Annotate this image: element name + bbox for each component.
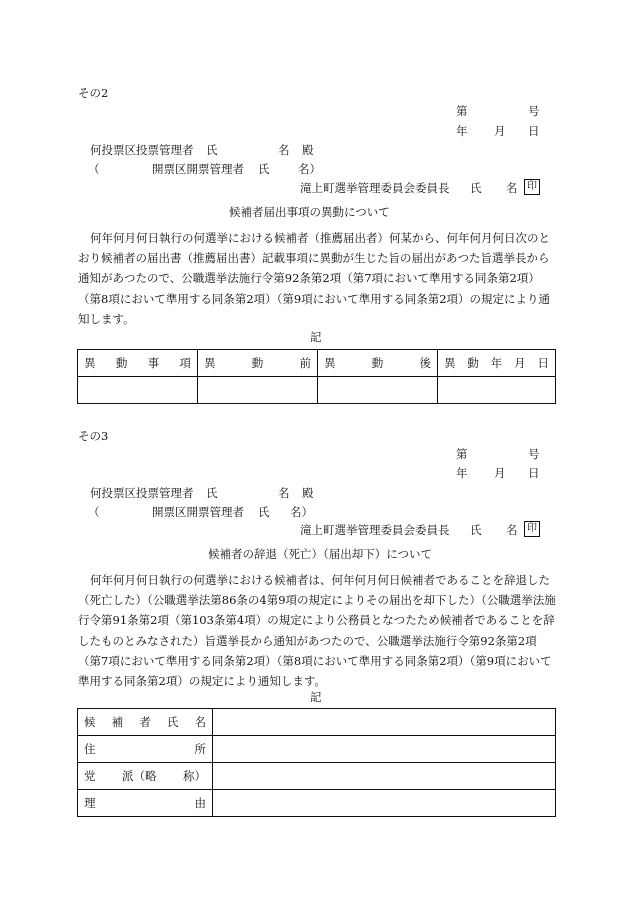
date-day: 日 — [528, 124, 540, 138]
header-after-change: 異 動 後 — [318, 350, 438, 377]
addressee-counting-manager: 開票区開票管理者 — [152, 162, 244, 176]
sender-shi: 氏 — [470, 523, 482, 537]
date-year: 年 — [456, 466, 468, 480]
addressee-mei-close: 名） — [298, 162, 321, 176]
addressee-mei: 名 — [278, 486, 290, 500]
section-heading: その3 — [78, 429, 109, 443]
body-text-content: 何年何月何日執行の何選挙における候補者（推薦届出者）何某から、何年何月何日次のとおり候補者の届出書（推薦届出書）記載事項に異動が生じた旨の届出があつた旨選挙長から通知があつたので、公職選挙法施行令第92条第2項（第7項において準用する同条第2項）（第8項において準用する同条第2項）（第9項において準用する同条第2項）の規定により通知します。 — [78, 231, 551, 326]
header-change-date: 異 動 年 月 日 — [438, 350, 556, 377]
body-text — [78, 570, 556, 691]
addressee-voting-manager: 何投票区投票管理者 — [90, 143, 194, 157]
table-row — [78, 709, 556, 736]
addressee-shi: 氏 — [206, 486, 218, 500]
addressee-mei: 名 — [278, 143, 290, 157]
table-row — [78, 763, 556, 790]
addressee-counting-manager: 開票区開票管理者 — [152, 505, 244, 519]
body-text-content: 何年何月何日執行の何選挙における候補者は、何年何月何日候補者であることを辞退した（死亡した）（公職選挙法第86条の4第9項の規定によりその届出を却下した）（公職選挙法施行令第91条第2項（第103条第4項）の規定により公務員となつたため候補者であることを辞したものとみなされた）旨選挙長から通知があつたので、公職選挙法施行令第92条第2項（第7項において準用する同条第2項）（第8項において準用する同条第2項）（第9項において準用する同条第2項）の規定により通知します。 — [78, 573, 556, 689]
addressee-paren-open: （ — [88, 162, 100, 176]
date-day: 日 — [528, 466, 540, 480]
sender-mei: 名 — [506, 523, 518, 537]
cell-before-change — [198, 377, 318, 404]
addressee-voting-manager: 何投票区投票管理者 — [90, 486, 194, 500]
doc-number-prefix: 第 — [456, 104, 468, 118]
addressee-mei-close: 名） — [290, 505, 313, 519]
doc-number-suffix: 号 — [528, 104, 540, 118]
label-party: 党 派（略 称） — [78, 763, 213, 790]
header-before-change: 異 動 前 — [198, 350, 318, 377]
date-year: 年 — [456, 124, 468, 138]
sender-mei: 名 — [506, 181, 518, 195]
value-candidate-name — [213, 709, 556, 736]
date-month: 月 — [494, 466, 506, 480]
candidate-table — [77, 708, 556, 817]
cell-change-item — [78, 377, 198, 404]
document-title: 候補者届出事項の異動について — [229, 205, 390, 219]
date-month: 月 — [494, 124, 506, 138]
addressee-dono: 殿 — [302, 486, 314, 500]
addressee-paren-open: （ — [88, 505, 100, 519]
cell-change-date — [438, 377, 556, 404]
ki-mark: 記 — [310, 330, 322, 344]
doc-number-prefix: 第 — [456, 447, 468, 461]
addressee-shi: 氏 — [258, 505, 270, 519]
label-reason: 理 由 — [78, 790, 213, 817]
table-row — [78, 790, 556, 817]
sender-title: 滝上町選挙管理委員会委員長 — [300, 181, 450, 195]
sender-shi: 氏 — [470, 181, 482, 195]
label-address: 住 所 — [78, 736, 213, 763]
table-row — [78, 736, 556, 763]
change-table — [77, 349, 556, 404]
ki-mark: 記 — [310, 690, 322, 704]
sender-title: 滝上町選挙管理委員会委員長 — [300, 523, 450, 537]
value-address — [213, 736, 556, 763]
seal-mark: 印 — [524, 521, 540, 537]
cell-after-change — [318, 377, 438, 404]
value-reason — [213, 790, 556, 817]
label-candidate-name: 候 補 者 氏 名 — [78, 709, 213, 736]
addressee-dono: 殿 — [302, 143, 314, 157]
table-row — [78, 377, 556, 404]
section-heading: その2 — [78, 86, 109, 100]
header-change-item: 異 動 事 項 — [78, 350, 198, 377]
addressee-shi: 氏 — [258, 162, 270, 176]
addressee-shi: 氏 — [206, 143, 218, 157]
value-party — [213, 763, 556, 790]
doc-number-suffix: 号 — [528, 447, 540, 461]
table-header-row — [78, 350, 556, 377]
seal-mark: 印 — [524, 179, 540, 195]
document-title: 候補者の辞退（死亡）（届出却下）について — [208, 547, 433, 561]
body-text — [78, 228, 556, 329]
